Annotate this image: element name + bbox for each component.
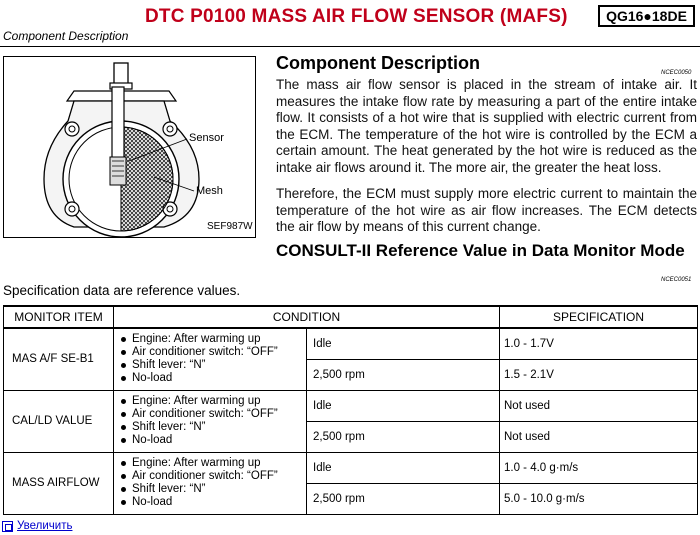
table-row bbox=[4, 452, 698, 483]
spec-value: 1.0 - 1.7V bbox=[500, 328, 698, 359]
section-label: Component Description bbox=[3, 29, 129, 43]
component-heading: Component Description bbox=[276, 53, 481, 73]
reference-code: NCEC0051 bbox=[661, 277, 692, 283]
spec-value: 1.0 - 4.0 g·m/s bbox=[500, 452, 698, 483]
specification-note: Specification data are reference values. bbox=[3, 283, 241, 298]
enlarge-icon bbox=[2, 521, 13, 532]
condition-item: No-load bbox=[120, 434, 306, 447]
spec-value: 5.0 - 10.0 g·m/s bbox=[500, 483, 698, 514]
monitor-item: MAS A/F SE-B1 bbox=[4, 328, 114, 390]
table-header-row bbox=[4, 306, 698, 328]
enlarge-link[interactable] bbox=[2, 520, 72, 532]
condition-item: Shift lever: “N” bbox=[120, 359, 306, 372]
spec-value: Not used bbox=[500, 390, 698, 421]
spec-value: 1.5 - 2.1V bbox=[500, 359, 698, 390]
engine-state: Idle bbox=[307, 390, 500, 421]
condition-item: Shift lever: “N” bbox=[120, 483, 306, 496]
monitor-item: MASS AIRFLOW bbox=[4, 452, 114, 514]
engine-state: 2,500 rpm bbox=[307, 359, 500, 390]
engine-state: Idle bbox=[307, 328, 500, 359]
engine-state: Idle bbox=[307, 452, 500, 483]
condition-item: No-load bbox=[120, 372, 306, 385]
column-header: MONITOR ITEM bbox=[4, 306, 114, 328]
condition-list bbox=[114, 390, 307, 452]
header-divider bbox=[0, 46, 700, 47]
description-paragraph: The mass air flow sensor is placed in the stream of intake air. It measures the intake flow rate by measuring a part of the entire intake flow. It consists of a hot wire that is supplied with electric current from the ECM. The temperature of the hot wire is controlled by the ECM a certain amount. The heat generated by the hot wire is reduced as the intake air flows around it. The more air, the greater the heat loss. bbox=[276, 77, 697, 175]
mafs-drawing bbox=[4, 57, 257, 239]
monitor-item: CAL/LD VALUE bbox=[4, 390, 114, 452]
monitor-table bbox=[3, 305, 698, 515]
enlarge-link-label: Увеличить bbox=[17, 520, 73, 532]
table-row bbox=[4, 390, 698, 421]
condition-item: Engine: After warming up bbox=[120, 333, 306, 346]
consult-heading: CONSULT-II Reference Value in Data Monitor Mode bbox=[276, 241, 685, 260]
condition-list bbox=[114, 328, 307, 390]
description-paragraph: Therefore, the ECM must supply more electric current to maintain the temperature of the hot wire as air flow increases. The ECM detects the air flow by means of this current change. bbox=[276, 186, 697, 234]
reference-code: NCEC0050 bbox=[661, 70, 692, 76]
table-row bbox=[4, 328, 698, 359]
spec-value: Not used bbox=[500, 421, 698, 452]
condition-item: Engine: After warming up bbox=[120, 395, 306, 408]
engine-state: 2,500 rpm bbox=[307, 421, 500, 452]
column-header: CONDITION bbox=[114, 306, 500, 328]
sensor-callout: Sensor bbox=[189, 132, 224, 144]
figure-code: SEF987W bbox=[207, 221, 253, 232]
condition-item: Air conditioner switch: “OFF” bbox=[120, 408, 306, 421]
condition-list bbox=[114, 452, 307, 514]
mafs-illustration bbox=[3, 56, 256, 238]
condition-item: No-load bbox=[120, 496, 306, 509]
engine-state: 2,500 rpm bbox=[307, 483, 500, 514]
condition-item: Engine: After warming up bbox=[120, 457, 306, 470]
engine-badge: QG16●18DE bbox=[598, 5, 695, 27]
condition-item: Air conditioner switch: “OFF” bbox=[120, 346, 306, 359]
condition-item: Air conditioner switch: “OFF” bbox=[120, 470, 306, 483]
column-header: SPECIFICATION bbox=[500, 306, 698, 328]
mesh-callout: Mesh bbox=[196, 185, 223, 197]
page-title: DTC P0100 MASS AIR FLOW SENSOR (MAFS) bbox=[145, 6, 568, 27]
condition-item: Shift lever: “N” bbox=[120, 421, 306, 434]
